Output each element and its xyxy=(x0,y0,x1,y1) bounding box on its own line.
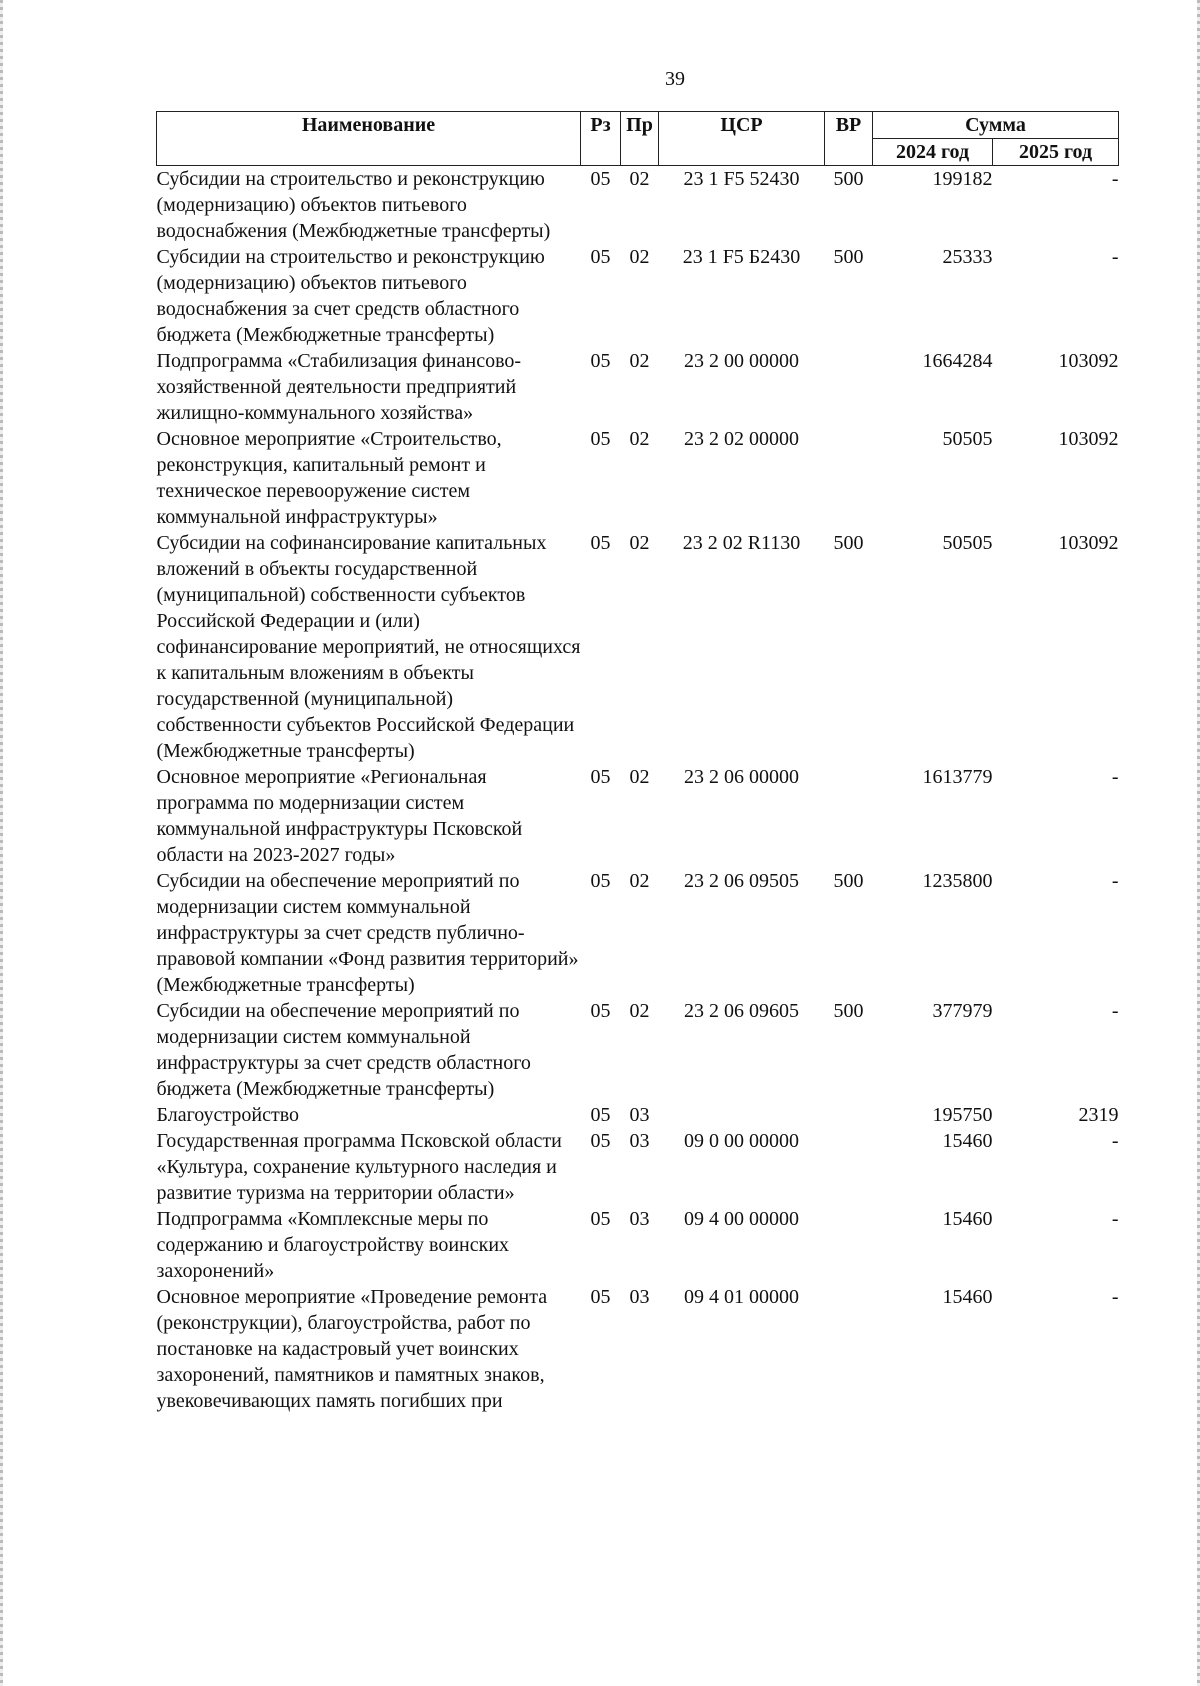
cell-rz: 05 xyxy=(590,1000,611,1022)
cell-2024: 199182 xyxy=(932,168,993,190)
cell-vr: 500 xyxy=(833,1000,864,1022)
cell-2025: 103092 xyxy=(1058,428,1119,450)
col-header-csr: ЦСР xyxy=(659,112,825,166)
budget-table xyxy=(156,111,1119,1414)
cell-name: Государственная программа Псковской области «Культура, сохранение культурного наследия и развитие туризма на территории области» xyxy=(156,1130,562,1204)
col-header-name: Наименование xyxy=(157,112,581,166)
cell-pr: 02 xyxy=(629,428,650,450)
cell-rz: 05 xyxy=(590,246,611,268)
table-row xyxy=(157,1102,1119,1128)
cell-pr: 02 xyxy=(629,246,650,268)
cell-2025: - xyxy=(1111,1000,1119,1022)
cell-2024: 1235800 xyxy=(922,870,993,892)
table-row xyxy=(157,1284,1119,1414)
cell-name: Субсидии на обеспечение мероприятий по модернизации систем коммунальной инфраструктуры за счет средств публично-правовой компании «Фонд развития территорий» (Межбюджетные трансферты) xyxy=(156,870,579,996)
cell-csr: 23 2 06 00000 xyxy=(684,766,799,788)
table-row xyxy=(157,1206,1119,1284)
table-row xyxy=(157,348,1119,426)
cell-csr: 23 2 06 09505 xyxy=(684,870,799,892)
table-row xyxy=(157,530,1119,764)
table-row xyxy=(157,1128,1119,1206)
col-header-vr: ВР xyxy=(825,112,873,166)
cell-name: Основное мероприятие «Региональная программа по модернизации систем коммунальной инфраструктуры Псковской области на 2023-2027 годы» xyxy=(156,766,523,866)
cell-2024: 1613779 xyxy=(922,766,993,788)
col-header-2025: 2025 год xyxy=(993,139,1119,166)
header-row xyxy=(157,112,1119,139)
cell-vr: 500 xyxy=(833,532,864,554)
cell-2025: - xyxy=(1111,766,1119,788)
table-row xyxy=(157,868,1119,998)
cell-2025: - xyxy=(1111,870,1119,892)
cell-csr: 23 2 02 00000 xyxy=(684,428,799,450)
cell-2024: 25333 xyxy=(942,246,993,268)
cell-2025: 103092 xyxy=(1058,532,1119,554)
cell-pr: 03 xyxy=(629,1104,650,1126)
cell-2025: - xyxy=(1111,1286,1119,1308)
cell-rz: 05 xyxy=(590,428,611,450)
cell-rz: 05 xyxy=(590,870,611,892)
cell-2024: 15460 xyxy=(942,1130,993,1152)
cell-rz: 05 xyxy=(590,1208,611,1230)
cell-pr: 02 xyxy=(629,168,650,190)
cell-name: Подпрограмма «Стабилизация финансово-хозяйственной деятельности предприятий жилищно-коммунального хозяйства» xyxy=(156,350,522,424)
cell-2024: 377979 xyxy=(932,1000,993,1022)
table-row xyxy=(157,426,1119,530)
cell-vr xyxy=(825,348,873,426)
cell-name: Основное мероприятие «Строительство, реконструкция, капитальный ремонт и техническое перевооружение систем коммунальной инфраструктуры» xyxy=(156,428,502,528)
cell-vr: 500 xyxy=(833,168,864,190)
cell-pr: 03 xyxy=(629,1208,650,1230)
cell-2024: 50505 xyxy=(942,532,993,554)
scan-edge-left xyxy=(0,0,3,1686)
cell-name: Субсидии на строительство и реконструкцию (модернизацию) объектов питьевого водоснабжения за счет средств областного бюджета (Межбюджетные трансферты) xyxy=(156,246,545,346)
cell-rz: 05 xyxy=(590,168,611,190)
cell-rz: 05 xyxy=(590,350,611,372)
cell-2025: - xyxy=(1111,1208,1119,1230)
table-row xyxy=(157,998,1119,1102)
cell-csr: 23 2 00 00000 xyxy=(684,350,799,372)
cell-2024: 50505 xyxy=(942,428,993,450)
cell-name: Основное мероприятие «Проведение ремонта (реконструкции), благоустройства, работ по постановке на кадастровый учет воинских захоронений, памятников и памятных знаков, увековечивающих память погибших при xyxy=(156,1286,548,1412)
table-row xyxy=(157,244,1119,348)
cell-rz: 05 xyxy=(590,1286,611,1308)
cell-csr: 23 2 06 09605 xyxy=(684,1000,799,1022)
cell-rz: 05 xyxy=(590,532,611,554)
cell-vr xyxy=(825,1206,873,1284)
cell-csr: 09 4 00 00000 xyxy=(684,1208,799,1230)
cell-name: Субсидии на обеспечение мероприятий по модернизации систем коммунальной инфраструктуры за счет средств областного бюджета (Межбюджетные трансферты) xyxy=(156,1000,531,1100)
cell-csr: 23 1 F5 52430 xyxy=(683,168,800,190)
cell-2024: 15460 xyxy=(942,1286,993,1308)
cell-vr: 500 xyxy=(833,246,864,268)
table-body xyxy=(157,166,1119,1415)
cell-csr: 09 0 00 00000 xyxy=(684,1130,799,1152)
cell-2025: 2319 xyxy=(1078,1104,1119,1126)
cell-pr: 03 xyxy=(629,1286,650,1308)
cell-rz: 05 xyxy=(590,1104,611,1126)
cell-2025: - xyxy=(1111,246,1119,268)
table-row xyxy=(157,764,1119,868)
cell-2024: 195750 xyxy=(932,1104,993,1126)
col-header-pr: Пр xyxy=(621,112,659,166)
cell-pr: 02 xyxy=(629,532,650,554)
cell-vr: 500 xyxy=(833,870,864,892)
cell-rz: 05 xyxy=(590,1130,611,1152)
cell-pr: 02 xyxy=(629,766,650,788)
cell-pr: 02 xyxy=(629,1000,650,1022)
cell-2025: - xyxy=(1111,1130,1119,1152)
cell-name: Субсидии на софинансирование капитальных вложений в объекты государственной (муниципальной) собственности субъектов Российской Федерации и (или) софинансирование мероприятий, не относящихся к капитальным вложениям в объекты государственной (муниципальной) собственности субъектов Российской Федерации (Межбюджетные трансферты) xyxy=(156,532,581,762)
cell-csr: 23 2 02 R1130 xyxy=(682,532,801,554)
cell-2025: - xyxy=(1111,168,1119,190)
col-header-2024: 2024 год xyxy=(873,139,993,166)
cell-vr xyxy=(825,764,873,868)
table-row xyxy=(157,166,1119,245)
cell-csr: 23 1 F5 Б2430 xyxy=(682,246,801,268)
cell-name: Субсидии на строительство и реконструкцию (модернизацию) объектов питьевого водоснабжения (Межбюджетные трансферты) xyxy=(156,168,551,242)
cell-pr: 03 xyxy=(629,1130,650,1152)
cell-vr xyxy=(825,1128,873,1206)
cell-rz: 05 xyxy=(590,766,611,788)
cell-2024: 1664284 xyxy=(922,350,993,372)
cell-vr xyxy=(825,426,873,530)
cell-name: Благоустройство xyxy=(156,1104,300,1126)
col-header-sum: Сумма xyxy=(873,112,1119,139)
cell-pr: 02 xyxy=(629,870,650,892)
cell-csr: 09 4 01 00000 xyxy=(684,1286,799,1308)
cell-2025: 103092 xyxy=(1058,350,1119,372)
cell-vr xyxy=(825,1284,873,1414)
page-number: 39 xyxy=(665,68,685,90)
col-header-rz: Рз xyxy=(581,112,621,166)
cell-name: Подпрограмма «Комплексные меры по содержанию и благоустройству воинских захоронений» xyxy=(156,1208,510,1282)
cell-2024: 15460 xyxy=(942,1208,993,1230)
cell-vr xyxy=(825,1102,873,1128)
cell-pr: 02 xyxy=(629,350,650,372)
cell-csr xyxy=(659,1102,825,1128)
